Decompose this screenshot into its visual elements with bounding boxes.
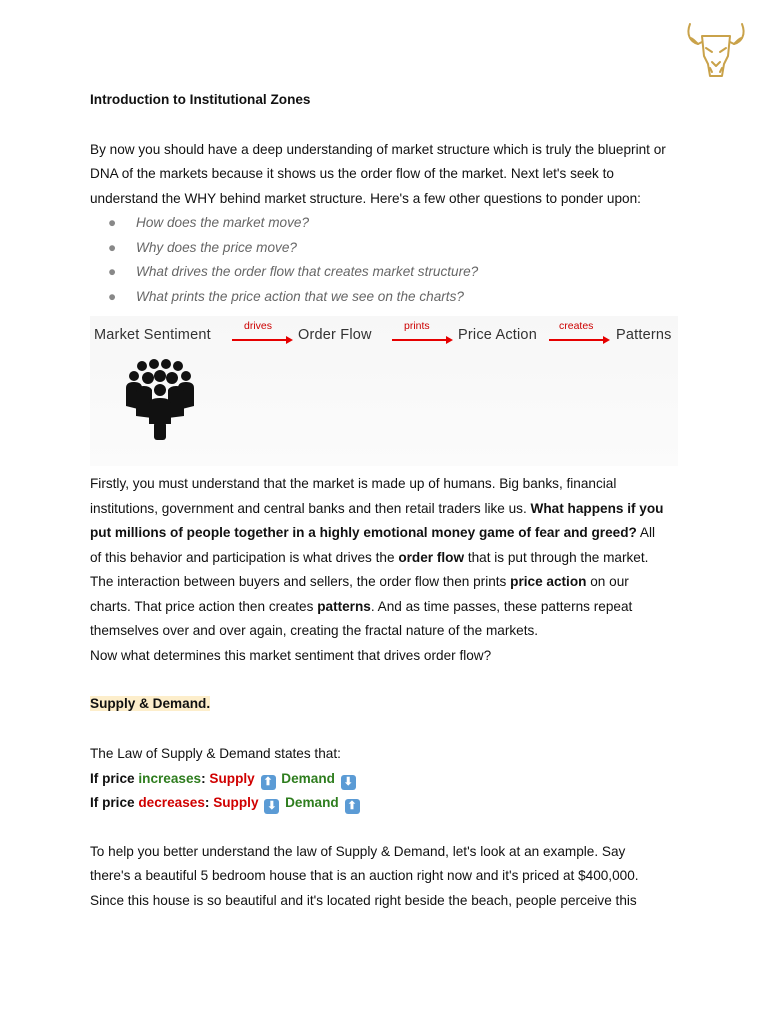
arrow-right-icon <box>392 334 454 346</box>
intro-line: DNA of the markets because it shows us the order flow of the market. Next let's seek to <box>90 166 614 181</box>
intro-line: understand the WHY behind market structure. Here's a few other questions to ponder upon: <box>90 191 641 206</box>
body-line: institutions, government and central banks and then retail traders like us. What happens if you <box>90 501 664 516</box>
arrow-label-creates: creates <box>559 320 594 332</box>
arrow-down-icon: ⬇ <box>341 775 356 790</box>
arrow-label-prints: prints <box>404 320 430 332</box>
law-statement: The Law of Supply & Demand states that: <box>90 746 341 761</box>
bullet-icon: ● <box>108 239 117 255</box>
rule-row: If price increases: Supply ⬆ Demand ⬇ <box>90 767 358 792</box>
list-item: ● How does the market move? <box>108 211 478 236</box>
arrow-right-icon <box>232 334 294 346</box>
document-title: Introduction to Institutional Zones <box>90 92 311 107</box>
body-line: Now what determines this market sentiment that drives order flow? <box>90 648 492 663</box>
list-item: ● Why does the price move? <box>108 236 478 261</box>
list-item: ● What prints the price action that we see on the charts? <box>108 285 478 310</box>
arrow-down-icon: ⬇ <box>264 799 279 814</box>
node-patterns: Patterns <box>616 327 672 343</box>
node-price-action: Price Action <box>458 327 537 343</box>
crowd-people-icon <box>122 358 198 442</box>
list-item: ● What drives the order flow that creates market structure? <box>108 260 478 285</box>
node-order-flow: Order Flow <box>298 327 372 343</box>
bullet-icon: ● <box>108 288 117 304</box>
bull-head-icon <box>684 18 748 82</box>
arrow-label-drives: drives <box>244 320 273 332</box>
example-line: there's a beautiful 5 bedroom house that is an auction right now and it's priced at $400,000. <box>90 868 639 883</box>
rule-row: If price decreases: Supply ⬇ Demand ⬆ <box>90 791 362 816</box>
section-heading: Supply & Demand. <box>90 696 211 711</box>
flow-diagram <box>90 316 678 466</box>
body-line: put millions of people together in a highly emotional money game of fear and greed? All <box>90 525 655 540</box>
question-list <box>108 211 478 309</box>
example-line: To help you better understand the law of Supply & Demand, let's look at an example. Say <box>90 844 626 859</box>
node-market-sentiment: Market Sentiment <box>94 327 211 343</box>
example-line: Since this house is so beautiful and it's located right beside the beach, people perceive this <box>90 893 637 908</box>
arrow-right-icon <box>549 334 611 346</box>
arrow-up-icon: ⬆ <box>261 775 276 790</box>
bullet-icon: ● <box>108 264 117 279</box>
body-line: themselves over and over again, creating the fractal nature of the markets. <box>90 623 539 638</box>
intro-line: By now you should have a deep understanding of market structure which is truly the blueprint or <box>90 142 666 157</box>
body-line: The interaction between buyers and sellers, the order flow then prints price action on our <box>90 574 629 589</box>
bullet-icon: ● <box>108 215 117 230</box>
arrow-up-icon: ⬆ <box>345 799 360 814</box>
body-line: of this behavior and participation is what drives the order flow that is put through the market. <box>90 550 649 565</box>
body-line: charts. That price action then creates patterns. And as time passes, these patterns repeat <box>90 599 633 614</box>
body-line: Firstly, you must understand that the market is made up of humans. Big banks, financial <box>90 476 617 491</box>
